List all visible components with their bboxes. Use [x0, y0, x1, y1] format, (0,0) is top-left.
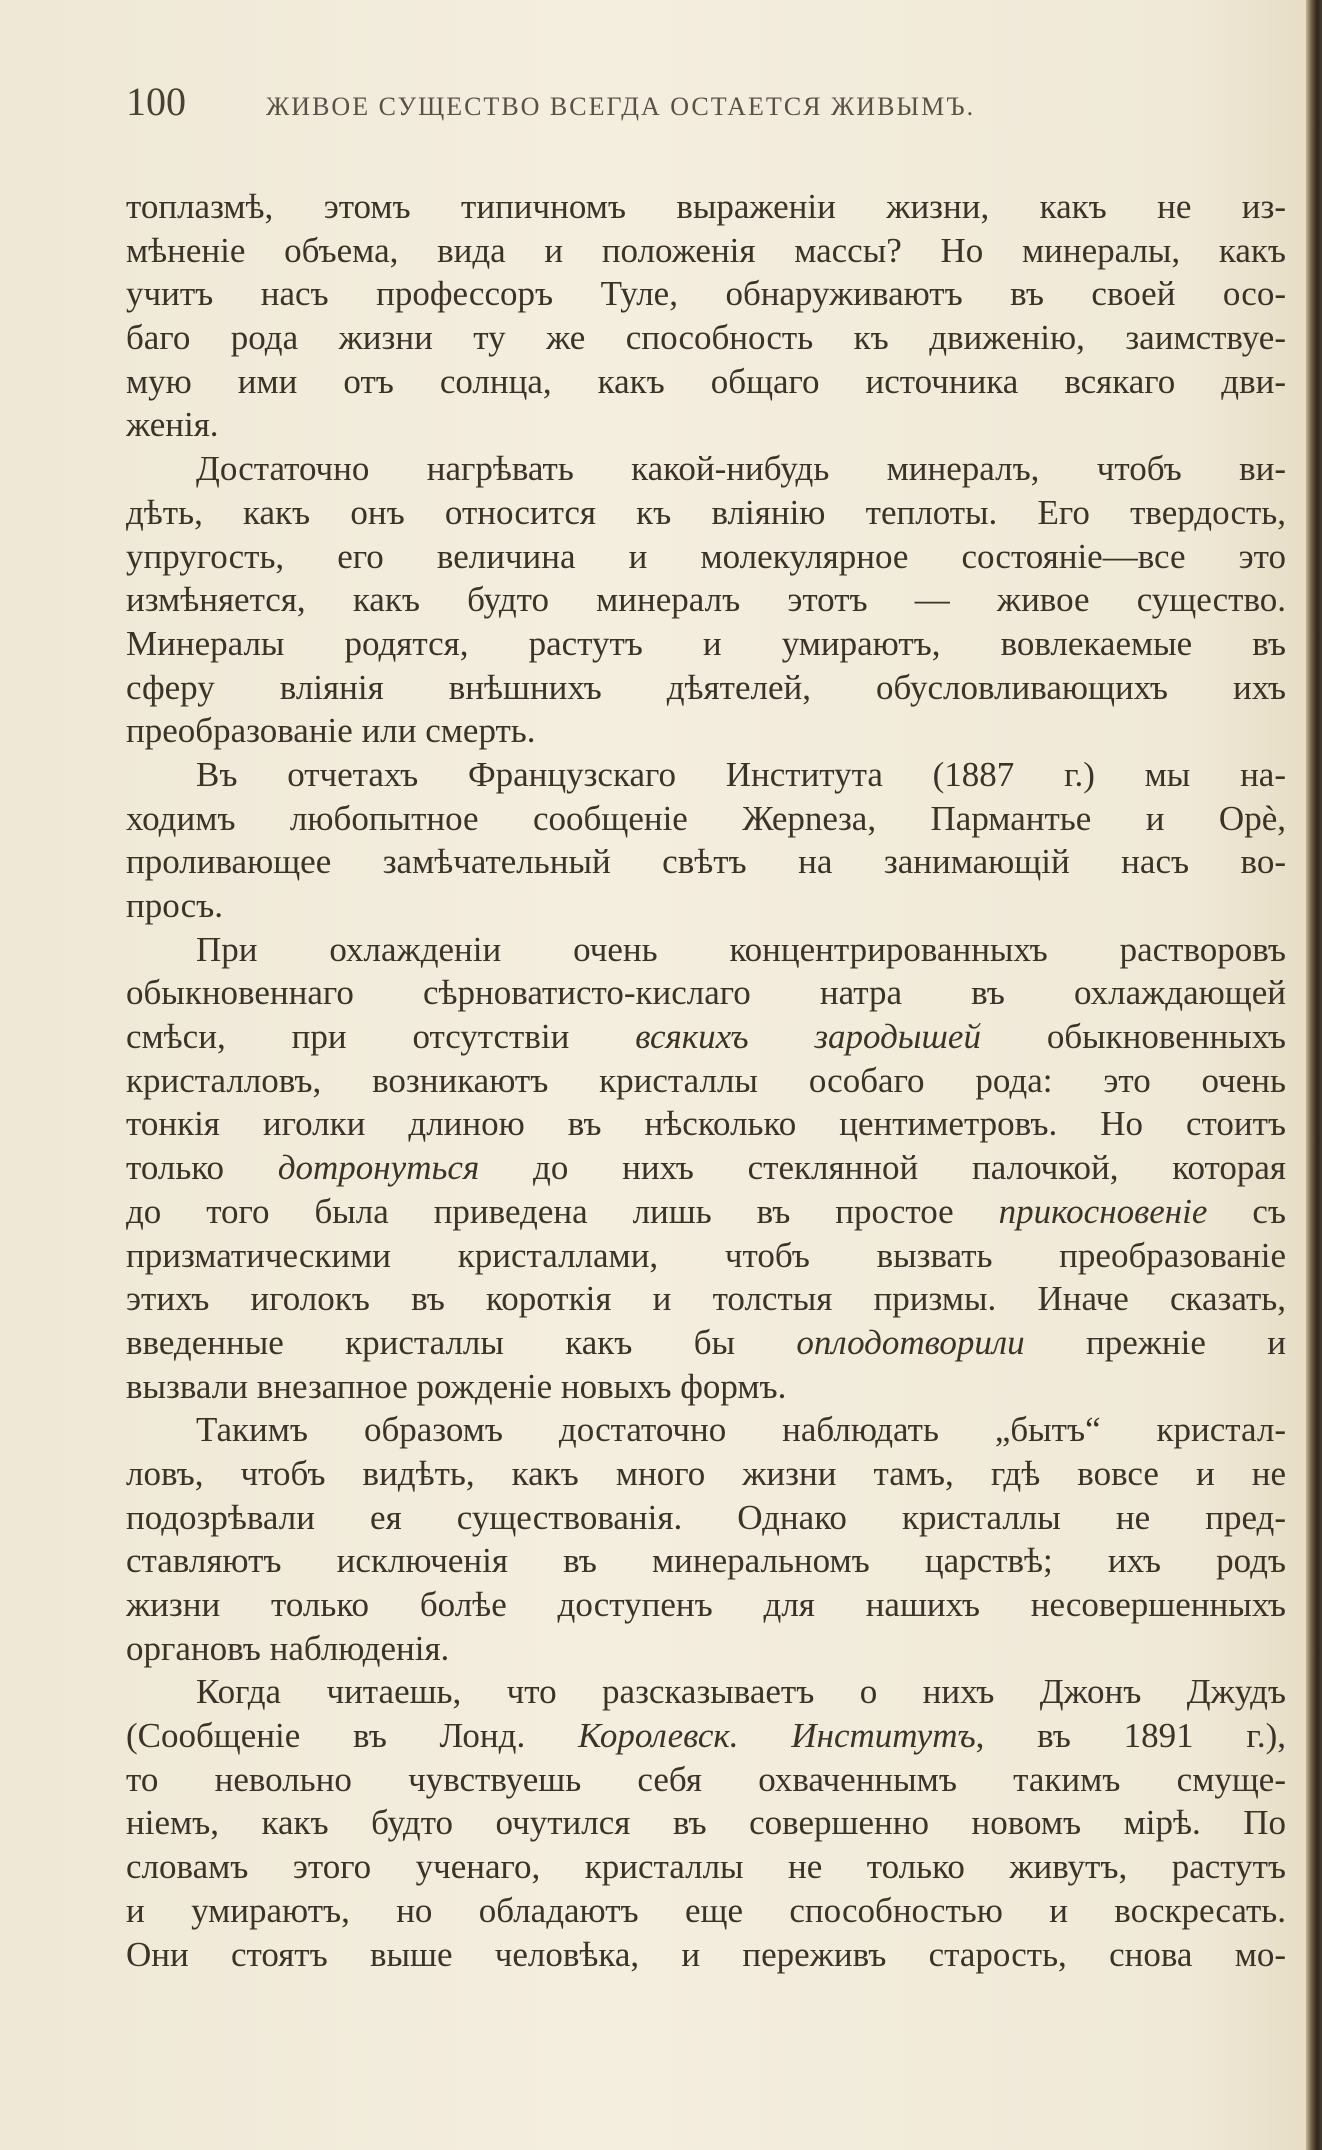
text-segment: до нихъ стеклянной палочкой, которая	[479, 1148, 1286, 1188]
text-line	[126, 1321, 1286, 1365]
text-line: то невольно чувствуешь себя охваченнымъ такимъ смуще-	[126, 1759, 1286, 1799]
text-line: тонкія иголки длиною въ нѣсколько центиметровъ. Но стоитъ	[126, 1104, 1286, 1144]
text-segment: обыкновенныхъ	[980, 1017, 1286, 1057]
text-segment: съ	[1207, 1191, 1286, 1231]
text-line: проливающее замѣчательный свѣтъ на занимающій насъ во-	[126, 842, 1286, 882]
running-head: ЖИВОЕ СУЩЕСТВО ВСЕГДА ОСТАЕТСЯ ЖИВЫМЪ.	[266, 92, 976, 121]
text-line: дѣть, какъ онъ относится къ вліянію теплоты. Его твердость,	[126, 492, 1286, 532]
paragraph-start-line: Достаточно нагрѣвать какой-нибудь минералъ, чтобъ ви-	[196, 449, 1286, 489]
text-line: ставляютъ исключенія въ минеральномъ царствѣ; ихъ родъ	[126, 1541, 1286, 1581]
text-line: сферу вліянія внѣшнихъ дѣятелей, обусловливающихъ ихъ	[126, 667, 1286, 707]
page-edge-shadow	[1306, 0, 1322, 2150]
text-segment: (Сообщеніе въ Лонд.	[126, 1716, 578, 1756]
body-text	[126, 185, 1286, 1976]
text-line: мую ими отъ солнца, какъ общаго источника всякаго дви-	[126, 361, 1286, 401]
text-segment: только	[126, 1148, 278, 1188]
text-line: измѣняется, какъ будто минералъ этотъ — живое существо.	[126, 580, 1286, 620]
text-line: призматическими кристаллами, чтобъ вызвать преобразованіе	[126, 1235, 1286, 1275]
text-segment: прежніе и	[1024, 1322, 1286, 1362]
text-line: словамъ этого ученаго, кристаллы не только живутъ, растутъ	[126, 1847, 1286, 1887]
text-line	[126, 1015, 1286, 1059]
text-line: упругость, его величина и молекулярное состояніе—все это	[126, 536, 1286, 576]
text-line: ніемъ, какъ будто очутился въ совершенно новомъ мірѣ. По	[126, 1803, 1286, 1843]
text-line: баго рода жизни ту же способность къ движенію, заимствуе-	[126, 318, 1286, 358]
paragraph-start-line: Такимъ образомъ достаточно наблюдать „бытъ“ кристал-	[196, 1410, 1286, 1450]
italic-emphasis: Королевск. Институтъ	[577, 1716, 976, 1756]
paragraph-start-line: Когда читаешь, что разсказываетъ о нихъ Джонъ Джудъ	[196, 1672, 1286, 1712]
text-line: жизни только болѣе доступенъ для нашихъ несовершенныхъ	[126, 1585, 1286, 1624]
text-line: преобразованіе или смерть.	[126, 711, 536, 751]
text-line: кристалловъ, возникаютъ кристаллы особаго рода: это очень	[126, 1060, 1286, 1100]
text-line: Минералы родятся, растутъ и умираютъ, вовлекаемые въ	[126, 623, 1286, 663]
text-segment: до того была приведена лишь въ простое	[126, 1191, 999, 1231]
italic-emphasis: прикосновеніе	[998, 1191, 1208, 1231]
text-line: ходимъ любопытное сообщеніе Жерneза, Пармантье и Орè,	[126, 798, 1286, 838]
paragraph-start-line: При охлажденіи очень концентрированныхъ растворовъ	[196, 929, 1286, 969]
text-segment: смѣси, при отсутствіи	[126, 1017, 636, 1057]
text-line	[126, 1714, 1286, 1758]
text-line	[126, 1190, 1286, 1234]
text-line: органовъ наблюденія.	[126, 1628, 450, 1668]
text-line	[126, 1146, 1286, 1190]
text-segment: введенные кристаллы какъ бы	[126, 1322, 797, 1362]
text-line: и умираютъ, но обладаютъ еще способностью и воскресать.	[126, 1890, 1286, 1930]
italic-emphasis: оплодотворили	[796, 1322, 1025, 1362]
text-line: этихъ иголокъ въ короткія и толстыя призмы. Иначе сказать,	[126, 1279, 1286, 1319]
text-line: вызвали внезапное рожденіе новыхъ формъ.	[126, 1366, 787, 1406]
text-line: Они стоятъ выше человѣка, и переживъ старость, снова мо-	[126, 1934, 1286, 1974]
text-segment: , въ 1891 г.),	[975, 1716, 1286, 1756]
text-line: просъ.	[126, 886, 223, 925]
italic-emphasis: дотронуться	[277, 1148, 480, 1188]
italic-emphasis: всякихъ зародышей	[635, 1017, 981, 1057]
page-header	[126, 78, 1286, 128]
page-number: 100	[126, 79, 186, 124]
text-line: топлазмѣ, этомъ типичномъ выраженіи жизни, какъ не из-	[126, 187, 1286, 226]
text-line: мѣненіе объема, вида и положенія массы? Но минералы, какъ	[126, 230, 1286, 270]
text-line: подозрѣвали ея существованія. Однако кристаллы не пред-	[126, 1497, 1286, 1537]
text-line: женія.	[126, 405, 219, 445]
text-line: ловъ, чтобъ видѣть, какъ много жизни тамъ, гдѣ вовсе и не	[126, 1453, 1286, 1493]
text-line: обыкновеннаго сѣрноватисто-кислаго натра въ охлаждающей	[126, 973, 1286, 1013]
text-line: учитъ насъ профессоръ Туле, обнаруживаютъ въ своей осо-	[126, 274, 1286, 314]
paragraph-start-line: Въ отчетахъ Французскаго Института (1887 г.) мы на-	[196, 754, 1286, 794]
